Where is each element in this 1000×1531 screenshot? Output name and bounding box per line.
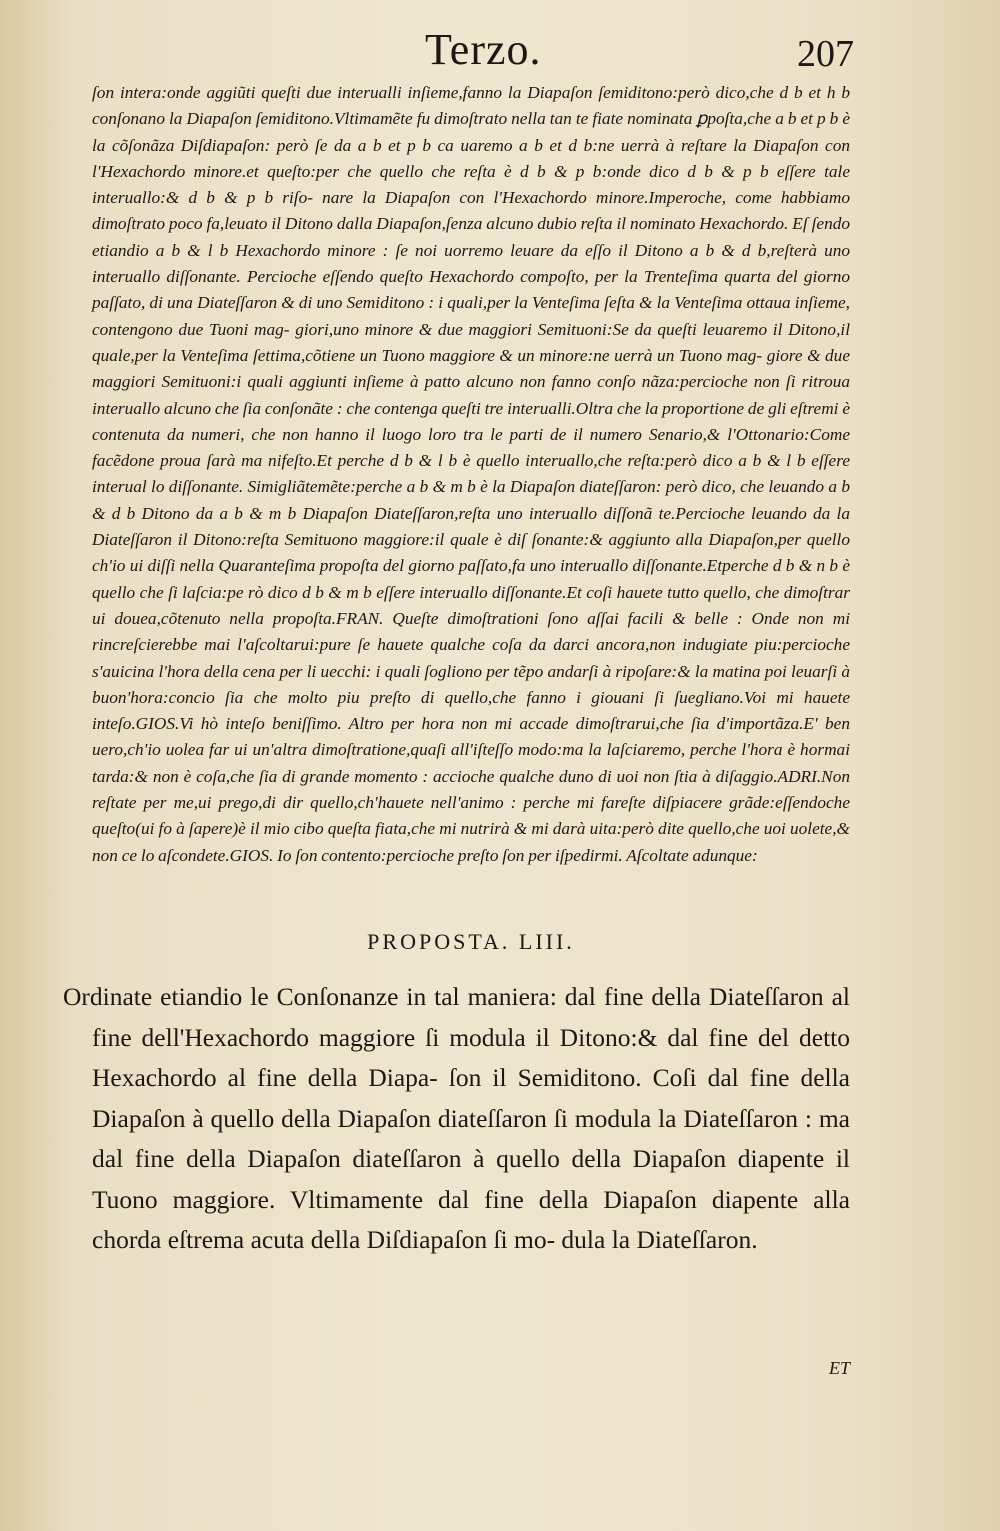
section-heading: PROPOSTA. LIII. [367,928,575,954]
catchword: ET [828,1358,850,1378]
running-head: Terzo. [425,25,542,74]
proposition-text: Ordinate etiandio le Conſonanze in tal maniera: dal fine della Diateſſaron al fine dell'Hexachordo maggiore ſi modula il Ditono:& dal fine del detto Hexachordo al fine della Diapa- ſon il Semiditono. Coſi dal fine della Diapaſon à quello della Diapaſon diateſſaron ſi modula la Diateſſaron : ma dal fine della Diapaſon diateſſaron à quello della Diapaſon diapente il Tuono maggiore. Vltimamente dal fine della Diapaſon diapente alla chorda eſtrema acuta della Diſdiapaſon ſi mo- dula la Diateſſaron. [63,981,850,1255]
page-number: 207 [797,33,854,75]
page-header [90,18,854,78]
dialogue-text: ſon intera:onde aggiũti queſti due interualli inſieme,fanno la Diapaſon ſemiditono:però dico,che d b et h b conſonano la Diapaſon ſemiditono.Vltimamẽte fu dimoſtrato nella tan te fiate nominata ꝑpoſta,che a b et p b è la cõſonãza Diſdiapaſon: però ſe da a b et p b ca uaremo a b et d b:ne uerrà à reſtare la Diapaſon con l'Hexachordo minore.et queſto:per che quello che reſta è d b & p b:onde dico d b & p b eſſere tale interuallo:& d b & p b riſo- nare la Diapaſon con l'Hexachordo minore.Imperoche, come habbiamo dimoſtrato poco fa,leuato il Ditono dalla Diapaſon,ſenza alcuno dubio reſta il nominato Hexachordo. Eſ ſendo etiandio a b & l b Hexachordo minore : ſe noi uorremo leuare da eſſo il Ditono a b & d b,reſterà uno interuallo diſſonante. Percioche eſſendo queſto Hexachordo compoſto, per la Trenteſima quarta del giorno paſſato, di una Diateſſaron & di uno Semiditono : i quali,per la Venteſima ſeſta & la Venteſima ottaua inſieme, contengono due Tuoni mag- giori,uno minore & due maggiori Semituoni:Se da queſti leuaremo il Ditono,il quale,per la Venteſima ſettima,cõtiene un Tuono maggiore & un minore:ne uerrà un Tuono mag- giore & due maggiori Semituoni:i quali aggiunti inſieme à patto alcuno non fanno conſo nãza:percioche non ſi ritroua interuallo alcuno che ſia conſonãte : che contenga queſti tre interualli.Oltra che la proportione de gli eſtremi è contenuta da numeri, che non hanno il luogo loro tra le parti de il numero Senario,& l'Ottonario:Come facẽdone proua ſarà ma nifeſto.Et perche d b & l b è quello interuallo,che reſta:però dico a b & l b eſſere interual lo diſſonante. Simigliãtemẽte:perche a b & m b è la Diapaſon diateſſaron: però dico, che leuando a b & d b Ditono da a b & m b Diapaſon Diateſſaron,reſta uno interuallo diſſonã te.Percioche leuando da la Diateſſaron il Ditono:reſta Semituono maggiore:il quale è diſ ſonante:& aggiunto alla Diapaſon,per quello ch'io ui diſſi nella Quaranteſima propoſta del giorno paſſato,fa uno interuallo diſſonante.Etperche d b & n b è quello che ſi laſcia:pe rò dico d b & m b eſſere interuallo diſſonante.Et coſi hauete tutto quello, che dimoſtrar ui douea,cõtenuto nella propoſta.FRAN. Queſte dimoſtrationi ſono aſſai facili & belle : Onde non mi rincreſcierebbe mai l'aſcoltarui:pure ſe hauete qualche coſa da darci ancora,non indugiate piu:percioche s'auicina l'hora della cena per li uecchi: i quali ſogliono per tẽpo andarſi à ripoſare:& la matina poi leuarſi à buon'hora:concio ſia che molto piu preſto di quello,che fanno i giouani ſi ſuegliano.Voi mi hauete inteſo.GIOS.Vi hò inteſo beniſſimo. Altro per hora non mi accade dimoſtrarui,che ſia d'importãza.E' ben uero,ch'io uolea far ui un'altra dimoſtratione,quaſi all'iſteſſo modo:ma la laſciaremo, perche l'hora è hormai tarda:& non è coſa,che ſia di grande momento : accioche qualche duno di uoi non ſtia à diſaggio.ADRI.Non reſtate per me,ui prego,di dir quello,ch'hauete nell'animo : perche mi fareſte diſpiacere grãde:eſſendoche queſto(ui fo à ſapere)è il mio cibo queſta fiata,che mi nutrirà & mi darà uita:però dite quello,che uoi uolete,& non ce lo aſcondete.GIOS. Io ſon contento:percioche preſto ſon per iſpedirmi. Aſcoltate adunque: [92,83,850,865]
page-body [63,80,850,1261]
